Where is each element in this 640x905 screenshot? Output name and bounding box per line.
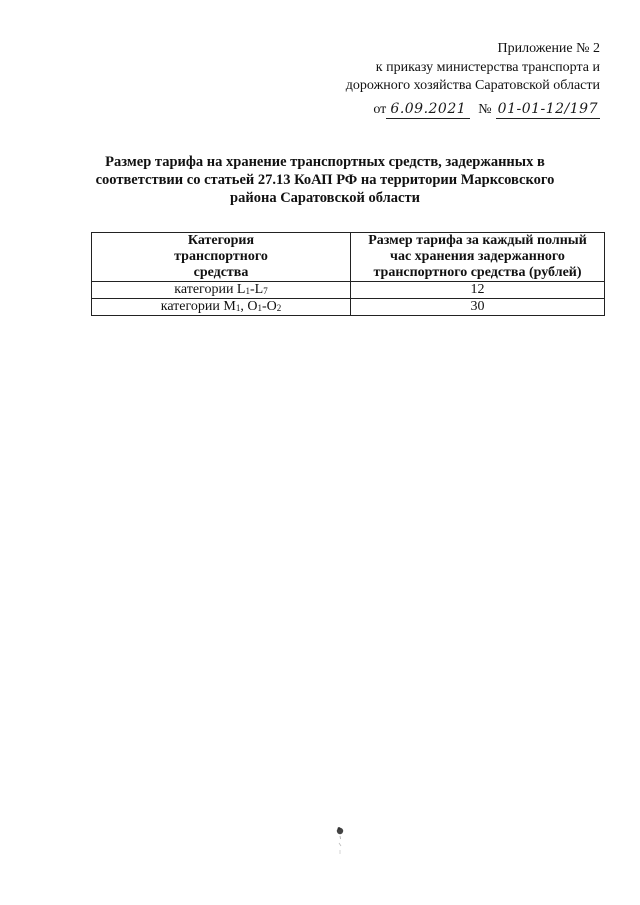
title-line: Размер тарифа на хранение транспортных средств, задержанных в <box>105 154 545 170</box>
header-text: средства <box>193 265 249 280</box>
column-header-category <box>92 233 351 282</box>
tariff-value-cell: 12 <box>351 282 605 299</box>
category-subscript: 2 <box>276 303 282 313</box>
title-line: района Саратовской области <box>230 190 420 206</box>
header-text: транспортного средства (рублей) <box>373 265 582 280</box>
handwritten-order-number: 01-01-12/197 <box>496 100 600 120</box>
category-subscript: 1 <box>245 286 250 296</box>
tariff-table <box>91 232 605 316</box>
category-cell <box>92 282 351 299</box>
table-row <box>92 299 605 316</box>
header-text: Категория <box>187 233 255 248</box>
header-text: Размер тарифа за каждый полный <box>368 233 587 248</box>
table-row <box>92 282 605 299</box>
category-text: , O <box>240 299 258 314</box>
category-subscript: 1 <box>257 303 262 313</box>
header-text: транспортного <box>174 249 268 264</box>
handwritten-date: 6.09.2021 <box>386 100 470 120</box>
order-date-number <box>346 100 600 120</box>
appendix-number: Приложение № 2 <box>497 41 600 56</box>
title-line: соответствии со статьей 27.13 КоАП РФ на территории Марксовского <box>95 172 555 188</box>
appendix-header <box>346 40 600 119</box>
header-text: час хранения задержанного <box>390 249 565 264</box>
category-text: -L <box>249 282 264 297</box>
column-header-tariff <box>351 233 605 282</box>
category-subscript: 1 <box>235 303 241 313</box>
stamp-mark-icon <box>334 826 346 856</box>
tariff-value-cell: 30 <box>351 299 605 316</box>
document-title <box>90 153 560 207</box>
category-cell <box>92 299 351 316</box>
table-header-row <box>92 233 605 282</box>
order-reference-line: к приказу министерства транспорта и <box>375 59 600 75</box>
category-text: категории L <box>174 282 246 297</box>
number-label: № <box>478 101 492 117</box>
category-text: категории M <box>160 299 236 314</box>
category-text: -O <box>261 299 277 314</box>
category-subscript: 7 <box>263 286 268 296</box>
from-label: от <box>373 101 387 117</box>
ministry-line: дорожного хозяйства Саратовской области <box>345 78 600 93</box>
